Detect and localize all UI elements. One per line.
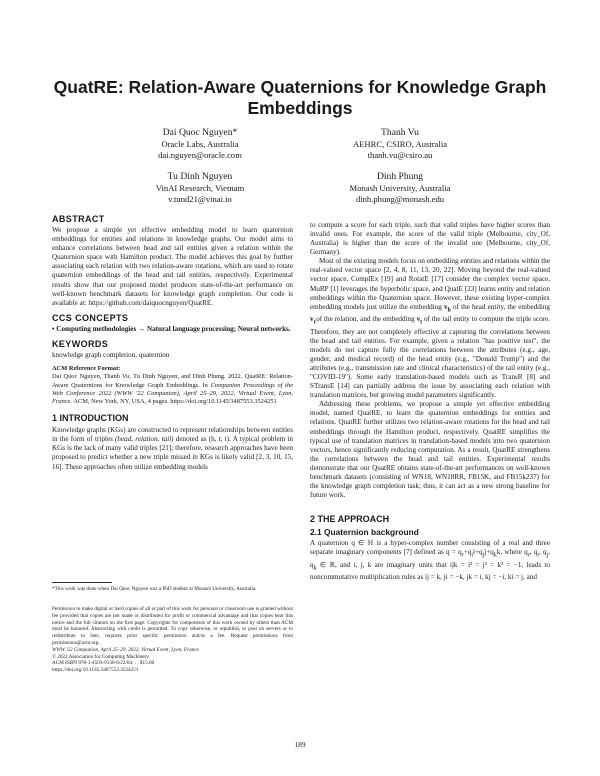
right-column xyxy=(310,221,550,583)
author-block xyxy=(300,171,500,205)
vr-letter: v xyxy=(310,315,314,324)
acm-reference-title: QuatRE: Relation-Aware Quaternions for Knowledge Graph Embeddings. In xyxy=(52,373,293,389)
author-name: Thanh Vu xyxy=(381,127,419,138)
sub-r: r xyxy=(527,552,530,559)
acm-reference-tail: ACM, New York, NY, USA, 4 pages. https://doi.org/10.1145/3487553.3524251 xyxy=(73,397,277,405)
author-affiliation: Monash University, Australia xyxy=(349,183,451,193)
abstract-text: We propose a simple yet effective embedding model to learn quaternion embeddings for entities and relations in knowledge graphs. Our model aims to enhance correlations between head and tail entities given a relation within the Quaternion space with Hamilton product. The model achieves this goal by further associating each relation with two relation-aware rotations, which are used to rotate quaternion embeddings of the head and tail entities, respectively. Experimental results show that our proposed model produces state-of-the-art performance on well-known benchmark datasets for knowledge graph completion. Our code is available at: https://github.com/daiquocnguyen/QuatRE. xyxy=(52,226,293,307)
author-email: thanh.vu@csiro.au xyxy=(367,150,433,160)
p4-text-b: +q xyxy=(463,548,472,557)
vt-subscript: t xyxy=(420,319,423,326)
permission-block xyxy=(52,606,293,674)
intro-paragraph xyxy=(52,426,293,471)
sub-j: j xyxy=(546,552,549,559)
p4-text-d: j+q xyxy=(484,548,494,557)
p4-text-i: ∈ ℝ, and i, j, k are imaginary units that ijk = i² = j² = k² = −1, leads to noncommutative multiplication rules as ij = k, ji = −k, jk = i, kj = −i, ki = j, and xyxy=(310,560,550,582)
right-paragraph-4 xyxy=(310,539,550,582)
vr-subscript: r xyxy=(313,319,317,326)
vh-symbol xyxy=(443,302,451,314)
permission-doi: https://doi.org/10.1145/3487553.3524251 xyxy=(52,667,139,674)
footnote-text: *This work was done when Dai Quoc Nguyen was a PhD student at Monash University, Australia. xyxy=(52,586,257,592)
author-email: v.tund21@vinai.io xyxy=(168,194,232,204)
p4-text-f: , q xyxy=(529,548,538,557)
paper-title: QuatRE: Relation-Aware Quaternions for Knowledge Graph Embeddings xyxy=(53,77,547,118)
intro-text-triple: (head, relation, tail) xyxy=(115,435,174,444)
sub-j: j xyxy=(482,552,485,559)
acm-reference-authors: Dai Quoc Nguyen, Thanh Vu, Tu Dinh Nguyen, and Dinh Phung. 2022. xyxy=(52,373,243,381)
intro-text-c: denoted as (h, r, t). A typical problem in KGs is the lack of many valid triples [21]; therefore, research approaches have been proposed to predict whether a new triple missed in KGs is likely valid [2, 3, 10, 15, 16]. These approaches often utilize embedding models xyxy=(52,435,293,471)
p2-text-b: of the head entity, the embedding xyxy=(453,302,550,311)
vh-letter: v xyxy=(443,302,448,311)
author-email: dinh.phung@monash.edu xyxy=(355,194,445,204)
p4-text-c: i+q xyxy=(472,548,483,557)
acm-reference xyxy=(52,365,293,406)
p4-text-a: A quaternion q ∈ ℍ is a hyper-complex number consisting of a real and three separate imaginary components [7] defined as q = q xyxy=(310,539,550,557)
sub-r: r xyxy=(461,552,464,559)
permission-isbn: ACM ISBN 978-1-4503-9130-6/22/04. . . $15.00 xyxy=(52,660,155,667)
sub-k: k xyxy=(313,565,317,572)
right-paragraph-3: Addressing these problems, we propose a simple yet effective embedding model, named QuatRE, to learn the quaternion embeddings for entities and relations. QuatRE further utilizes two relation-aware rotations for the head and tail embeddings through the Hamilton product, respectively. QuatRE simplifies the typical use of translation matrices in translation-based models into two quaternion vectors, hence significantly reducing computation. As a result, QuatRE strengthens the correlations between the head and tail entities. Experimental results demonstrate that our QuatRE obtains state-of-the-art performances on well-known benchmark datasets (consisting of WN18, WN18RR, FB15K, and FB15k237) for the knowledge graph completion task; thus, it can act as a new strong baseline for future work. xyxy=(310,400,550,500)
author-block xyxy=(100,171,300,205)
sub-i: i xyxy=(471,552,473,559)
ccs-heading: CCS CONCEPTS xyxy=(52,312,129,323)
author-affiliation: VinAI Research, Vietnam xyxy=(155,183,245,193)
sub-k: k xyxy=(493,552,497,559)
vt-symbol xyxy=(416,315,423,326)
acm-reference-label: ACM Reference Format: xyxy=(52,365,121,373)
footnote xyxy=(52,586,293,593)
permission-conf: WWW '22 Companion, April 25–29, 2022, Virtual Event, Lyon, France xyxy=(52,646,199,653)
ccs-text: • Computing methodologies → Natural language processing; Neural networks. xyxy=(52,324,291,333)
p4-text-e: k, where q xyxy=(496,548,528,557)
author-block xyxy=(300,127,500,161)
p4-text-g: , q xyxy=(538,548,547,557)
keywords-text: knowledge graph completion, quaternion xyxy=(52,351,170,360)
author-email: dai.nguyen@oracle.com xyxy=(158,150,242,160)
approach-heading: 2 THE APPROACH xyxy=(310,514,390,525)
author-block xyxy=(100,127,300,161)
acm-reference-venue: Companion Proceedings of the Web Conference 2022 (WWW '22 Companion), April 25–29, 2022, Virtual Event, Lyon, France. xyxy=(52,381,293,405)
vh-subscript: h xyxy=(447,307,451,314)
author-name: Dai Quoc Nguyen* xyxy=(162,127,238,138)
p2-text-d: of the tail entity to compute the triple score. Therefore, they are not completely effective at capturing the correlations between the head and tail entities. For example, given a relation "has positive test", the models do not capture fully the correlations between the attributes (e.g., age, gender, and medical record) of the head entity (e.g., "Donald Trump") and the attributes (e.g., transmission rate and clinical characteristics) of the tail entity (e.g., "COVID-19"). Some early translation-based models such as TransR [8] and STransE [14] can partially address the issue by associating each relation with translation matrices, but growing model parameters significantly. xyxy=(310,315,550,400)
keywords-heading: KEYWORDS xyxy=(52,338,109,349)
right-paragraph-1: to compute a score for each triple, such that valid triples have higher scores than invalid ones. For example, the score of the valid triple (Melbourne, city_Of, Australia) is higher than the score of the invalid one (Melbourne, city_Of, Germany). xyxy=(310,221,550,257)
author-name: Dinh Phung xyxy=(376,171,424,182)
author-affiliation: AEHRC, CSIRO, Australia xyxy=(352,139,448,149)
intro-heading: 1 INTRODUCTION xyxy=(52,413,129,424)
author-affiliation: Oracle Labs, Australia xyxy=(161,139,239,149)
p4-text-h: , q xyxy=(310,548,550,569)
intro-text-a: Knowledge graphs (KGs) are constructed to represent relationships between entities in the form of triples xyxy=(52,426,293,444)
quaternion-background-heading: 2.1 Quaternion background xyxy=(310,527,419,538)
sub-i: i xyxy=(537,552,539,559)
abstract-heading: ABSTRACT xyxy=(52,214,105,224)
p2-text-a: Most of the existing models focus on embedding entities and relations within the real-valued vector space [2, 4, 8, 11, 13, 20, 22]. Moving beyond the real-valued vector space, ComplEx [19] and RotatE [17] consider the complex vector space, MuRP [1] leverages the hyperbolic space, and QuatE [23] learns entity and relation embeddings within the Quaternion space. However, these existing hyper-complex embedding models just utilize the embedding xyxy=(310,257,550,311)
permission-copyright: © 2022 Association for Computing Machinery. xyxy=(52,653,150,660)
author-name: Tu Dinh Nguyen xyxy=(167,171,233,182)
p2-text-c: of the relation, and the embedding xyxy=(316,315,415,324)
permission-text: Permission to make digital or hard copies of all or part of this work for personal or classroom use is granted without fee provided that copies are not made or distributed for profit or commercial advantage and that copies bear this notice and the full citation on the first page. Copyrights for components of this work owned by others than ACM must be honored. Abstracting with credit is permitted. To copy otherwise, or republish, to post on servers or to redistribute to lists, requires prior specific permission and/or a fee. Request permissions from permissions@acm.org. xyxy=(52,606,293,646)
right-paragraph-2 xyxy=(310,257,550,400)
vt-letter: v xyxy=(416,315,421,324)
page-number: 189 xyxy=(294,740,306,749)
left-column xyxy=(52,215,293,472)
footnote-rule xyxy=(52,582,112,583)
